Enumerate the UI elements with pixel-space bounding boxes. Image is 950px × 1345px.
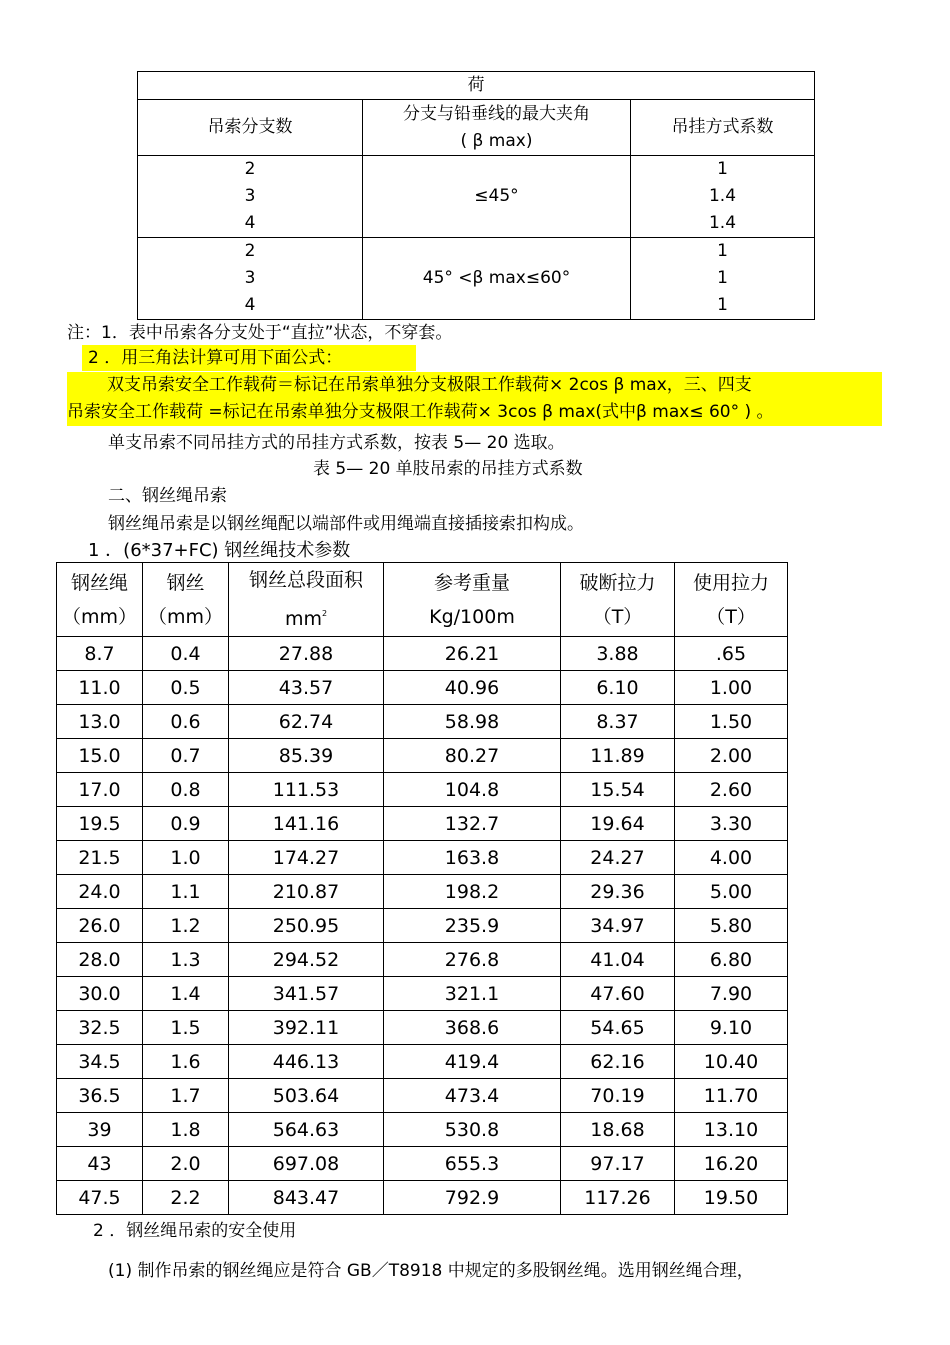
- table-cell: 0.5: [143, 671, 229, 705]
- table-cell: 111.53: [229, 773, 384, 807]
- table-cell: 1.50: [675, 705, 788, 739]
- table-cell: 36.5: [57, 1079, 143, 1113]
- formula-line-2-highlighted: 吊索安全工作载荷 =标记在吊索单独分支极限工作载荷× 3cos β max(式中β max≤ 60° ) 。: [67, 399, 882, 426]
- table-cell: 7.90: [675, 977, 788, 1011]
- table-cell: 8.7: [57, 637, 143, 671]
- table-cell: 250.95: [229, 909, 384, 943]
- table-cell: 30.0: [57, 977, 143, 1011]
- table-row: [57, 1113, 788, 1147]
- header-branches: 吊索分支数: [138, 100, 363, 156]
- table-row: [57, 1147, 788, 1181]
- table-cell: 132.7: [384, 807, 561, 841]
- table-row: [57, 773, 788, 807]
- branch-count: 4: [244, 295, 256, 315]
- table-cell: 19.5: [57, 807, 143, 841]
- col-header-breaking-force: 破断拉力 （T）: [561, 563, 675, 637]
- formula-line-1-highlighted: 双支吊索安全工作载荷＝标记在吊索单独分支极限工作载荷× 2cos β max，三、四支: [67, 372, 882, 399]
- group1-branches: [138, 156, 363, 238]
- table-cell: 28.0: [57, 943, 143, 977]
- table-cell: 13.10: [675, 1113, 788, 1147]
- table-cell: 198.2: [384, 875, 561, 909]
- table-cell: 341.57: [229, 977, 384, 1011]
- note-1: 注：1．表中吊索各分支处于“直拉”状态，不穿套。: [67, 323, 453, 343]
- table-row: [57, 807, 788, 841]
- hanging-coefficient-table: [137, 71, 815, 320]
- table-cell: 24.0: [57, 875, 143, 909]
- wire-rope-parameter-table: [56, 562, 788, 1215]
- coefficient-value: 1: [717, 241, 728, 261]
- table-cell: 321.1: [384, 977, 561, 1011]
- branch-count: 3: [244, 268, 256, 288]
- group2-branches: [138, 238, 363, 320]
- table-cell: 697.08: [229, 1147, 384, 1181]
- table-row: [57, 977, 788, 1011]
- table-cell: 54.65: [561, 1011, 675, 1045]
- header-coefficient: 吊挂方式系数: [631, 100, 815, 156]
- table-cell: .65: [675, 637, 788, 671]
- table-cell: 174.27: [229, 841, 384, 875]
- col-header-total-area: 钢丝总段面积 $mm^2$: [229, 563, 384, 637]
- table-row: [57, 1181, 788, 1215]
- coefficient-value: 1: [717, 295, 728, 315]
- header-max-angle: [363, 100, 631, 156]
- table-cell: 2.60: [675, 773, 788, 807]
- note-2-highlighted: 2 ．用三角法计算可用下面公式：: [82, 345, 416, 371]
- table-cell: 655.3: [384, 1147, 561, 1181]
- table-cell: 16.20: [675, 1147, 788, 1181]
- group1-angle: ≤45°: [363, 156, 631, 238]
- group2-angle: 45° <β max≤60°: [363, 238, 631, 320]
- table-cell: 47.60: [561, 977, 675, 1011]
- table-cell: 8.37: [561, 705, 675, 739]
- safe-use-item-1: (1) 制作吊索的钢丝绳应是符合 GB／T8918 中规定的多股钢丝绳。选用钢丝绳合理，: [108, 1261, 754, 1281]
- table-cell: 29.36: [561, 875, 675, 909]
- table-cell: 503.64: [229, 1079, 384, 1113]
- table-cell: 792.9: [384, 1181, 561, 1215]
- table-row: [57, 875, 788, 909]
- branch-count: 2: [244, 159, 256, 179]
- group1-coefficients: [631, 156, 815, 238]
- table-cell: 13.0: [57, 705, 143, 739]
- table-cell: 80.27: [384, 739, 561, 773]
- table-row: [57, 1079, 788, 1113]
- table-cell: 47.5: [57, 1181, 143, 1215]
- table-cell: 32.5: [57, 1011, 143, 1045]
- branch-count: 2: [244, 241, 256, 261]
- table-cell: 0.8: [143, 773, 229, 807]
- safe-use-heading: 2 ．钢丝绳吊索的安全使用: [93, 1221, 297, 1241]
- table-header-row: [57, 563, 788, 637]
- table-cell: 58.98: [384, 705, 561, 739]
- table-cell: 40.96: [384, 671, 561, 705]
- table-cell: 0.4: [143, 637, 229, 671]
- table-cell: 1.4: [143, 977, 229, 1011]
- table-cell: 43.57: [229, 671, 384, 705]
- coefficient-value: 1.4: [708, 213, 737, 233]
- table-cell: 21.5: [57, 841, 143, 875]
- table-cell: 10.40: [675, 1045, 788, 1079]
- table-cell: 0.7: [143, 739, 229, 773]
- table-cell: 1.7: [143, 1079, 229, 1113]
- table-cell: 294.52: [229, 943, 384, 977]
- section-description: 钢丝绳吊索是以钢丝绳配以端部件或用绳端直接插接索扣构成。: [108, 514, 584, 534]
- table-cell: 97.17: [561, 1147, 675, 1181]
- coefficient-value: 1.4: [708, 186, 737, 206]
- table-cell: 3.30: [675, 807, 788, 841]
- table-cell: 39: [57, 1113, 143, 1147]
- table-cell: 1.1: [143, 875, 229, 909]
- table-row: [57, 1045, 788, 1079]
- table-cell: 11.89: [561, 739, 675, 773]
- table-row: [57, 637, 788, 671]
- table-row: [57, 943, 788, 977]
- table-cell: 1.6: [143, 1045, 229, 1079]
- table-cell: 530.8: [384, 1113, 561, 1147]
- table-caption: 表 5— 20 单肢吊索的吊挂方式系数: [313, 459, 583, 479]
- table-cell: 446.13: [229, 1045, 384, 1079]
- table-cell: 3.88: [561, 637, 675, 671]
- table-cell: 27.88: [229, 637, 384, 671]
- section-heading-wire-rope: 二、钢丝绳吊索: [108, 486, 227, 506]
- coefficient-value: 1: [717, 159, 728, 179]
- table-cell: 70.19: [561, 1079, 675, 1113]
- selection-instruction: 单支吊索不同吊挂方式的吊挂方式系数，按表 5— 20 选取。: [108, 433, 565, 453]
- table-row: [57, 841, 788, 875]
- table-cell: 392.11: [229, 1011, 384, 1045]
- table-cell: 15.0: [57, 739, 143, 773]
- table-row: [57, 1011, 788, 1045]
- table-cell: 18.68: [561, 1113, 675, 1147]
- table-cell: 235.9: [384, 909, 561, 943]
- table-cell: 141.16: [229, 807, 384, 841]
- table-cell: 1.0: [143, 841, 229, 875]
- table-cell: 276.8: [384, 943, 561, 977]
- table-cell: 1.00: [675, 671, 788, 705]
- table-cell: 1.8: [143, 1113, 229, 1147]
- table-cell: 1.3: [143, 943, 229, 977]
- table-cell: 117.26: [561, 1181, 675, 1215]
- table-cell: 210.87: [229, 875, 384, 909]
- table-cell: 34.97: [561, 909, 675, 943]
- col-header-wire-diameter: 钢丝 （mm）: [143, 563, 229, 637]
- col-header-rope-diameter: 钢丝绳 （mm）: [57, 563, 143, 637]
- table-cell: 11.0: [57, 671, 143, 705]
- parameter-table-title: 1 ．(6*37+FC) 钢丝绳技术参数: [88, 540, 351, 561]
- table-cell: 0.9: [143, 807, 229, 841]
- table-cell: 2.2: [143, 1181, 229, 1215]
- header-max-angle-line2: ( β max): [460, 130, 533, 151]
- table-cell: 26.0: [57, 909, 143, 943]
- table-cell: 104.8: [384, 773, 561, 807]
- table-cell: 62.16: [561, 1045, 675, 1079]
- table-cell: 473.4: [384, 1079, 561, 1113]
- table-cell: 43: [57, 1147, 143, 1181]
- branch-count: 3: [244, 186, 256, 206]
- table-cell: 368.6: [384, 1011, 561, 1045]
- table1-title: 荷: [138, 72, 815, 100]
- table-cell: 163.8: [384, 841, 561, 875]
- table-cell: 0.6: [143, 705, 229, 739]
- table-cell: 843.47: [229, 1181, 384, 1215]
- table-cell: 1.2: [143, 909, 229, 943]
- header-max-angle-line1: 分支与铅垂线的最大夹角: [403, 103, 590, 124]
- table-cell: 19.50: [675, 1181, 788, 1215]
- table-cell: 5.00: [675, 875, 788, 909]
- table-cell: 11.70: [675, 1079, 788, 1113]
- table-cell: 34.5: [57, 1045, 143, 1079]
- table-row: [57, 705, 788, 739]
- branch-count: 4: [244, 213, 256, 233]
- table-cell: 6.10: [561, 671, 675, 705]
- table-cell: 19.64: [561, 807, 675, 841]
- table-cell: 17.0: [57, 773, 143, 807]
- table-cell: 6.80: [675, 943, 788, 977]
- table-cell: 41.04: [561, 943, 675, 977]
- table-row: [57, 909, 788, 943]
- table-cell: 564.63: [229, 1113, 384, 1147]
- table-cell: 419.4: [384, 1045, 561, 1079]
- table-cell: 2.00: [675, 739, 788, 773]
- table-cell: 15.54: [561, 773, 675, 807]
- table-cell: 4.00: [675, 841, 788, 875]
- table-cell: 5.80: [675, 909, 788, 943]
- table-row: [57, 671, 788, 705]
- table-cell: 1.5: [143, 1011, 229, 1045]
- table-cell: 62.74: [229, 705, 384, 739]
- table-cell: 24.27: [561, 841, 675, 875]
- table-cell: 85.39: [229, 739, 384, 773]
- coefficient-value: 1: [717, 268, 728, 288]
- col-header-reference-weight: 参考重量 Kg/100m: [384, 563, 561, 637]
- table-cell: 26.21: [384, 637, 561, 671]
- table-cell: 9.10: [675, 1011, 788, 1045]
- col-header-working-force: 使用拉力 （T）: [675, 563, 788, 637]
- table-row: [57, 739, 788, 773]
- group2-coefficients: [631, 238, 815, 320]
- table-cell: 2.0: [143, 1147, 229, 1181]
